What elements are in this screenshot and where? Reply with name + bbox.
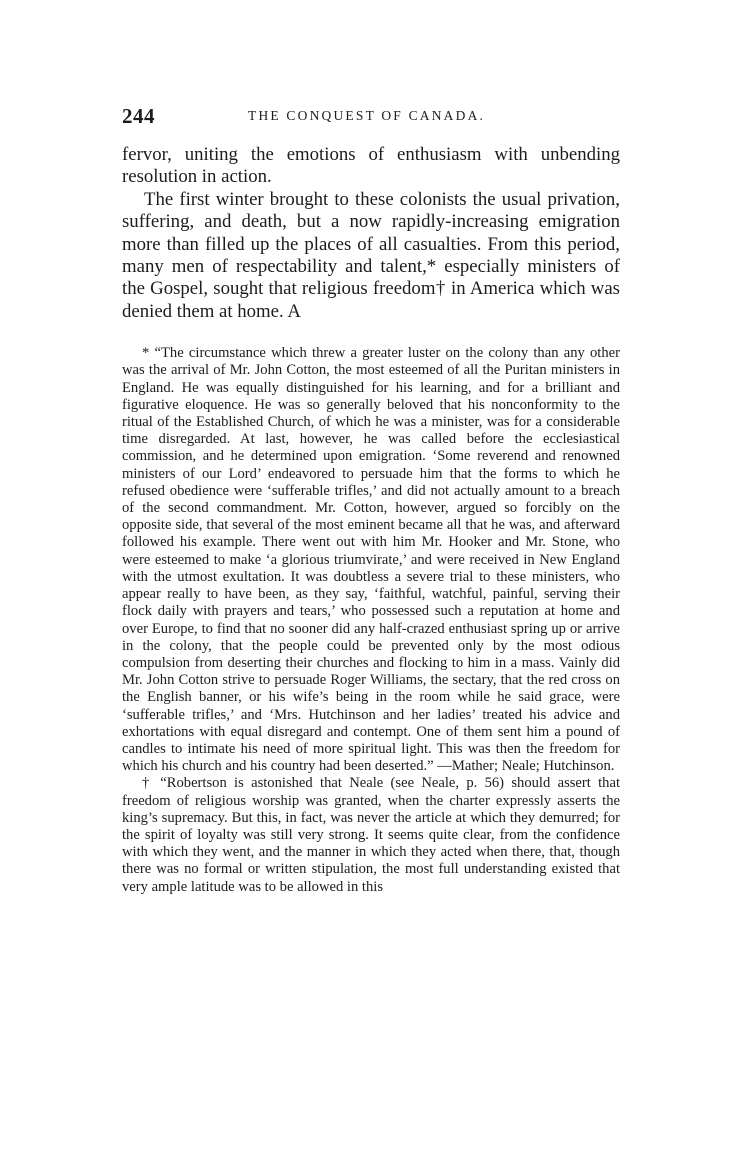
running-head bbox=[122, 104, 620, 132]
paragraph bbox=[122, 189, 620, 323]
main-text bbox=[122, 144, 620, 323]
footnote-marker: † bbox=[142, 775, 153, 792]
footnote-text: “Robertson is astonished that Neale (see Neale, p. 56) should assert that freedom of religious worship was granted, when the charter expressly asserts the king’s supremacy. But this, in fact, was never the article at which they demurred; for the spirit of loyalty was still very strong. It seems quite clear, from the confidence with which they went, and the manner in which they acted when there, that, though there was no formal or written stipulation, the most full understanding existed that very ample latitude was to be allowed in this bbox=[122, 775, 621, 895]
book-page bbox=[122, 104, 620, 896]
footnotes bbox=[122, 345, 620, 896]
footnote-marker: * bbox=[142, 345, 150, 362]
paragraph-text: in America which was denied them at home. A bbox=[122, 278, 620, 322]
footnote-dagger bbox=[122, 775, 620, 895]
page-number: 244 bbox=[122, 104, 155, 128]
footnote-reference-asterisk: * bbox=[426, 256, 437, 278]
paragraph-text: especially ministers of the Gospel, sought that religious freedom bbox=[122, 256, 620, 300]
footnote-text: “The circumstance which threw a greater luster on the colony than any other was the arrival of Mr. John Cotton, the most esteemed of all the Puritan ministers in England. He was equally distinguished for his learning, and for a brilliant and figurative eloquence. He was so generally beloved that his nonconformity to the ritual of the Established Church, of which he was a minister, was for a considerable time disregarded. At last, however, he was called before the ecclesiastical commission, and he determined upon emigration. ‘Some reverend and renowned ministers of our Lord’ endeavored to persuade him that the forms to which he refused obedience were ‘sufferable trifles,’ and did not actually amount to a breach of the second commandment. Mr. Cotton, however, argued so forcibly on the opposite side, that several of the most eminent became all that he was, and afterward followed his example. There went out with him Mr. Hooker and Mr. Stone, who were esteemed to make ‘a glorious triumvirate,’ and were received in New England with the utmost exultation. It was doubtless a severe trial to these ministers, who appear really to have been, as they say, ‘faithful, watchful, painful, serving their flock daily with prayers and tears,’ who possessed such a reputation at home and over Europe, to find that no sooner did any half-crazed enthusiast spring up or arrive in the colony, that the people could be prevented only by the most odious compulsion from deserting their churches and flocking to him in a mass. Vainly did Mr. John Cotton strive to persuade Roger Williams, the sectary, that the red cross on the English banner, or his wife’s being in the room while he said grace, were ‘sufferable trifles,’ and ‘Mrs. Hutchinson and her ladies’ treated his advice and exhortations with equal disregard and contempt. One of them sent him a pound of candles to intimate his need of more spiritual light. This was then the freedom for which his church and his country had been deserted.” —Mather; Neale; Hutchinson. bbox=[122, 345, 620, 775]
footnote-reference-dagger: † bbox=[435, 278, 446, 300]
running-title: THE CONQUEST OF CANADA. bbox=[248, 108, 486, 123]
paragraph-text: The first winter brought to these colonists the usual privation, suffering, and death, but a now rapidly-increasing emigration more than filled up the places of all casualties. From this period, many men of respectability and talent, bbox=[122, 188, 620, 278]
paragraph-continued: fervor, uniting the emotions of enthusiasm with unbending resolution in action. bbox=[122, 144, 620, 188]
footnote-asterisk bbox=[122, 345, 620, 775]
